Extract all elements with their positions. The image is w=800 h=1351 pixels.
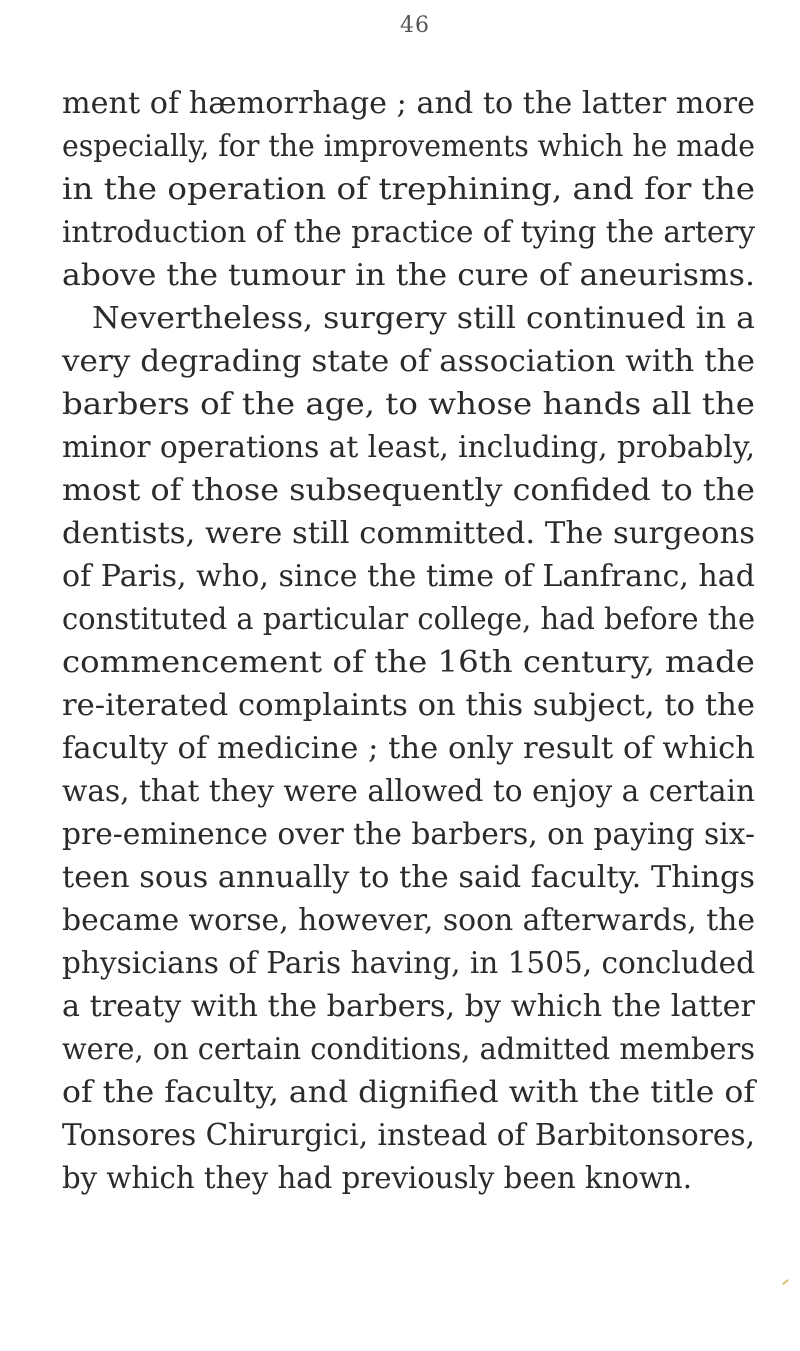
text-line-25: Tonsores Chirurgici, instead of Barbitonsores, (62, 1118, 756, 1153)
page-number: 46 (400, 13, 430, 38)
text-line-19: teen sous annually to the said faculty. Things (62, 860, 756, 895)
text-line-15: re-iterated complaints on this subject, to the (62, 688, 756, 723)
text-line-23: were, on certain conditions, admitted members (62, 1032, 755, 1067)
text-line-7: very degrading state of association with the (62, 344, 756, 379)
text-line-17: was, that they were allowed to enjoy a certain (62, 774, 756, 809)
paper-stain-mark (782, 1279, 789, 1285)
text-line-22: a treaty with the barbers, by which the latter (62, 989, 755, 1024)
text-line-24: of the faculty, and dignified with the title of (62, 1075, 756, 1110)
text-line-13: constituted a particular college, had before the (62, 602, 756, 637)
text-line-2: especially, for the improvements which he made (62, 129, 756, 164)
text-line-10: most of those subsequently confided to the (62, 473, 755, 508)
text-line-21: physicians of Paris having, in 1505, concluded (62, 946, 756, 981)
text-line-1: ment of hæmorrhage ; and to the latter more (62, 86, 755, 121)
text-line-9: minor operations at least, including, probably, (62, 430, 756, 465)
text-line-14: commencement of the 16th century, made (62, 645, 755, 680)
text-line-18: pre-eminence over the barbers, on paying six- (62, 817, 756, 852)
text-line-20: became worse, however, soon afterwards, the (62, 903, 756, 938)
text-line-26: by which they had previously been known. (62, 1161, 692, 1196)
text-line-4: introduction of the practice of tying the artery (62, 215, 755, 250)
text-line-12: of Paris, who, since the time of Lanfranc, had (62, 559, 755, 594)
text-line-5: above the tumour in the cure of aneurisms. (62, 258, 755, 293)
text-line-8: barbers of the age, to whose hands all the (62, 387, 755, 422)
text-line-3: in the operation of trephining, and for the (62, 172, 756, 207)
text-line-11: dentists, were still committed. The surgeons (62, 516, 755, 551)
text-line-16: faculty of medicine ; the only result of which (62, 731, 756, 766)
text-line-6: Nevertheless, surgery still continued in a (92, 301, 755, 336)
